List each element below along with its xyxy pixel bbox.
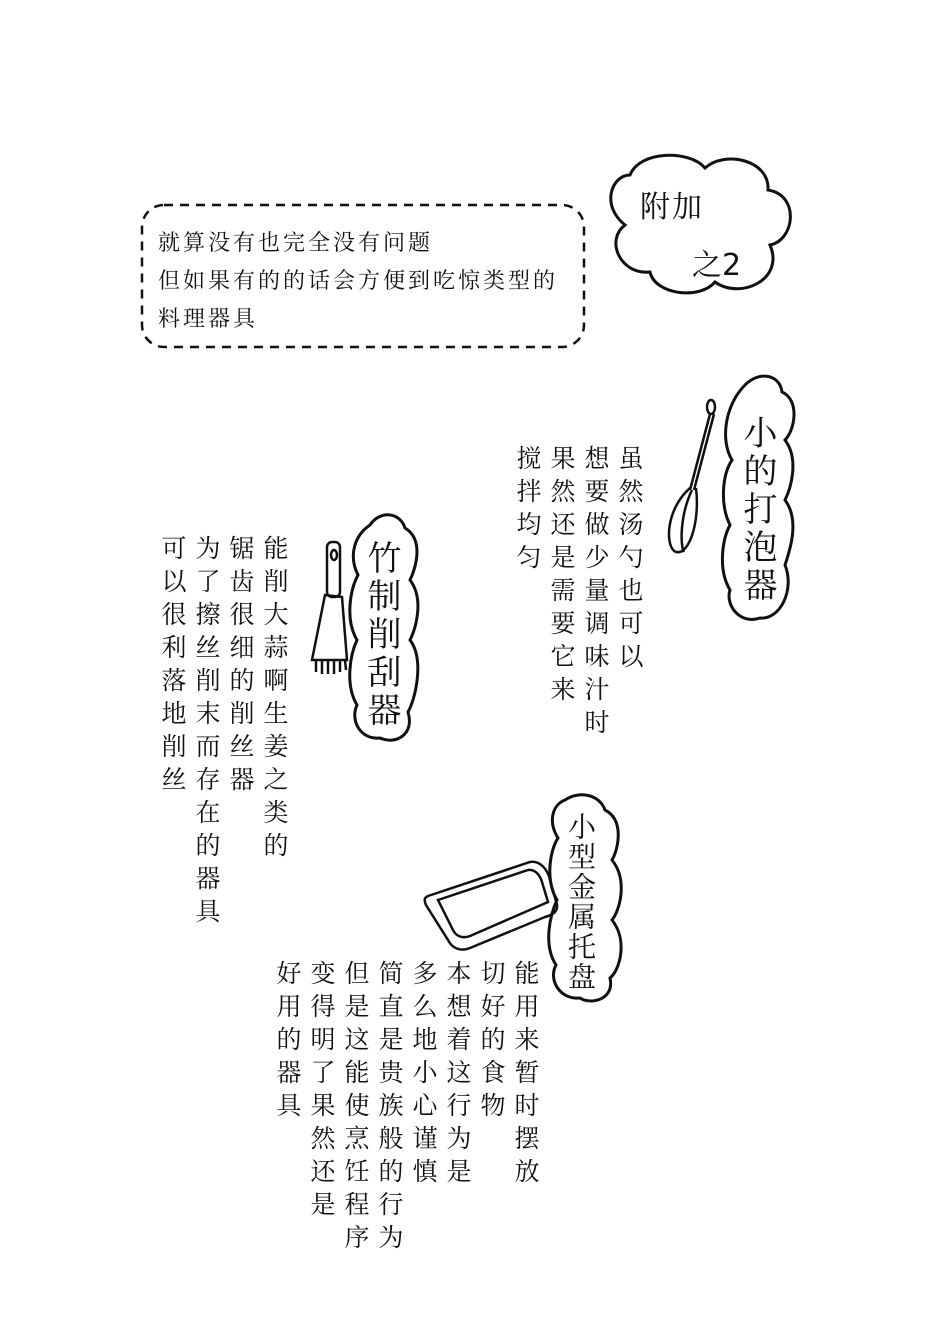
- grater-text-line: 能削大蒜啊生姜之类的: [260, 535, 289, 865]
- tray-text-line: 切好的食物: [477, 960, 506, 1125]
- intro-line: 但如果有的的话会方便到吃惊类型的: [158, 269, 559, 294]
- tray-text-line: 变得明了果然还是: [307, 960, 336, 1224]
- intro-box: [158, 225, 588, 339]
- tray-text-line: 但是这能使烹饪程序: [341, 960, 370, 1257]
- grater-text-line: 为了擦丝削末而存在的器具: [192, 535, 221, 931]
- intro-line: 料理器具: [158, 307, 259, 332]
- tray-text-line: 好用的器具: [273, 960, 302, 1125]
- grater-text-line: 可以很利落地削丝: [158, 535, 187, 799]
- whisk-text-line: 虽然汤勺也可以: [615, 445, 644, 676]
- grater-text-line: 锯齿很细的削丝器: [226, 535, 255, 799]
- extra-subtitle: 之2: [692, 248, 742, 283]
- tray-text-line: 多么地小心谨慎: [409, 960, 438, 1191]
- whisk-text-line: 果然还是需要它来: [547, 445, 576, 709]
- whisk-text-line: 想要做少量调味汁时: [581, 445, 610, 742]
- intro-line: 就算没有也完全没有问题: [158, 231, 434, 256]
- tray-text-line: 本想着这行为是: [443, 960, 472, 1191]
- grater-title: 竹制削刮器: [361, 540, 401, 730]
- whisk-drawing: [669, 400, 715, 552]
- extra-title: 附加: [640, 190, 704, 225]
- whisk-text-line: 搅拌均匀: [513, 445, 542, 577]
- tray-title: 小型金属托盘: [564, 812, 597, 992]
- metal-tray-drawing: [425, 862, 557, 950]
- tray-text-line: 简直是贵族般的行为: [375, 960, 404, 1257]
- whisk-title: 小的打泡器: [737, 415, 777, 605]
- tray-text-line: 能用来暂时摆放: [511, 960, 540, 1191]
- bamboo-grater-drawing: [312, 542, 347, 674]
